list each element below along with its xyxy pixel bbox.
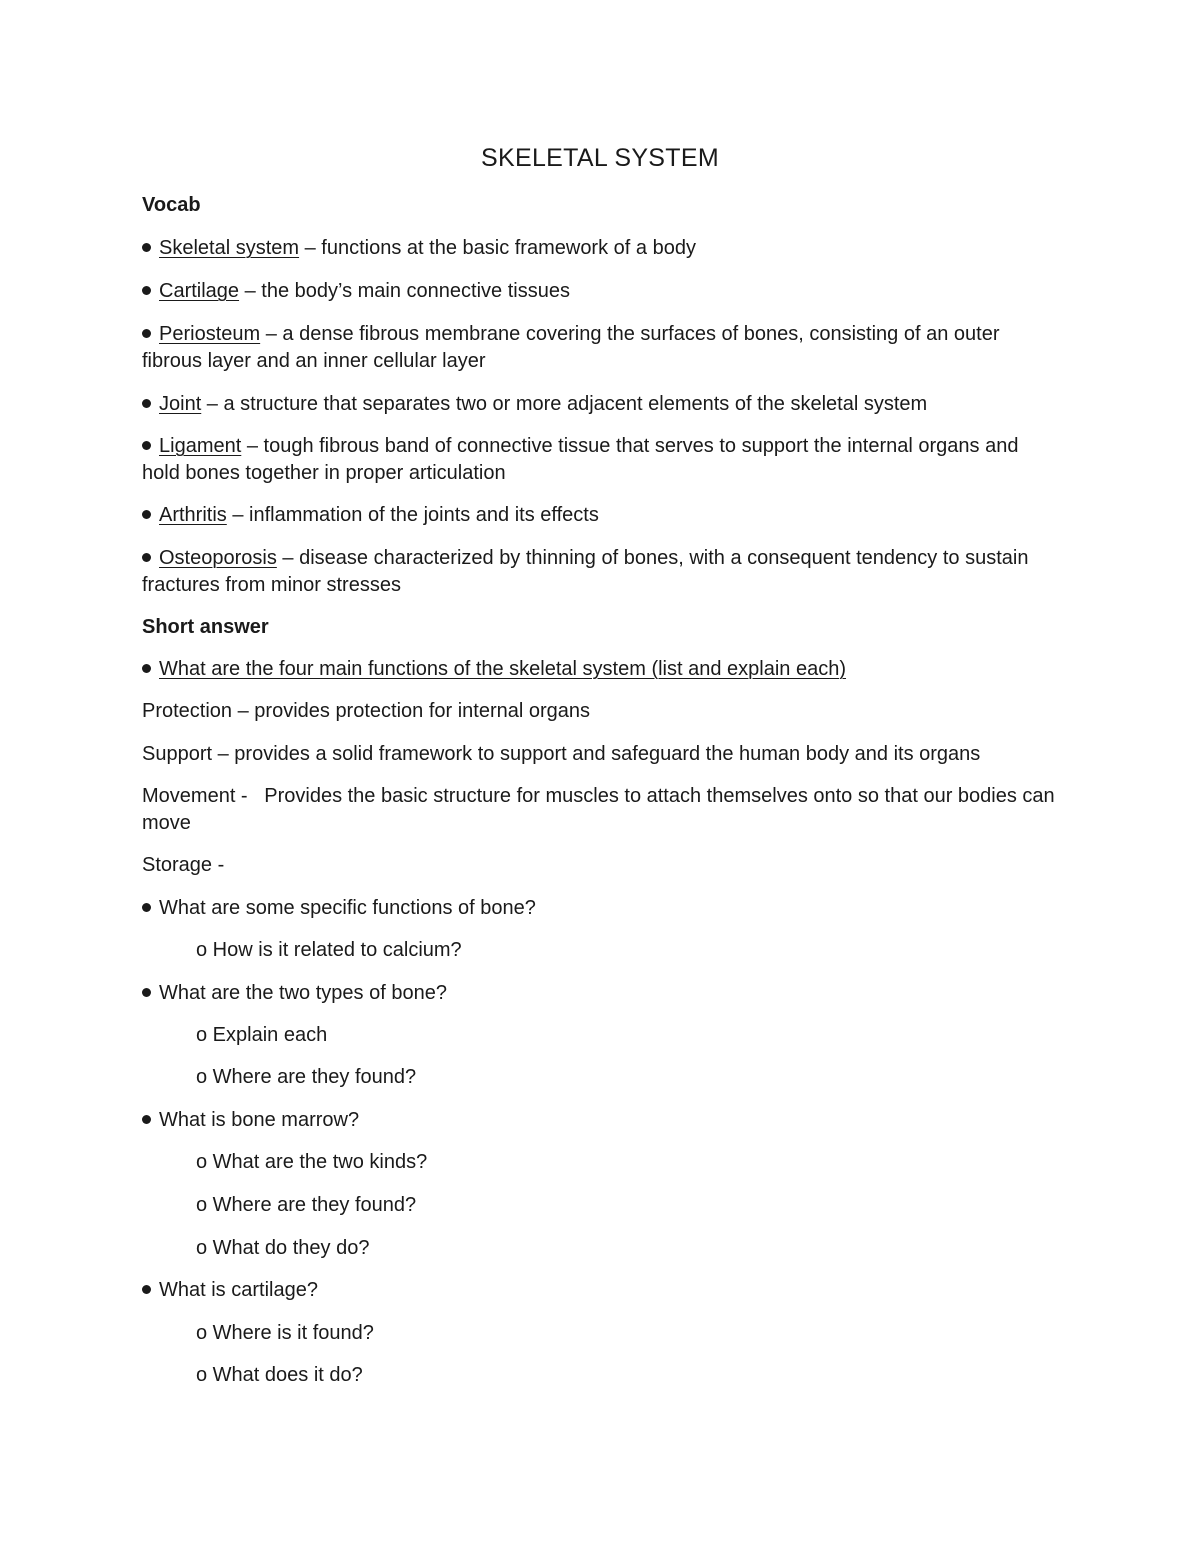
bullet-icon — [142, 553, 151, 562]
question-text: What are the two types of bone? — [159, 982, 447, 1004]
question-text: What is bone marrow? — [159, 1109, 360, 1131]
vocab-term: Osteoporosis — [159, 547, 277, 569]
bullet-icon — [142, 286, 151, 295]
vocab-item-ligament — [142, 433, 1057, 486]
vocab-item-skeletal-system — [142, 235, 1057, 262]
vocab-definition: – tough fibrous band of connective tissue that serves to support the internal organs and hold bones together in proper articulation — [142, 435, 1019, 484]
vocab-item-arthritis — [142, 502, 1057, 529]
vocab-term: Joint — [159, 393, 202, 415]
sub-question: o What are the two kinds? — [196, 1151, 428, 1173]
question-bone-functions — [142, 895, 1057, 922]
bullet-icon — [142, 441, 151, 450]
sub-question: o Where are they found? — [196, 1066, 417, 1088]
bullet-icon — [142, 243, 151, 252]
bullet-icon — [142, 399, 151, 408]
question-text: What are the four main functions of the skeletal system (list and explain each) — [159, 658, 847, 680]
vocab-definition: – a dense fibrous membrane covering the surfaces of bones, consisting of an outer fibrous layer and an inner cellular layer — [142, 323, 1000, 372]
sub-question: o What do they do? — [196, 1237, 370, 1259]
question-bone-marrow — [142, 1107, 1057, 1134]
bullet-icon — [142, 329, 151, 338]
vocab-definition: – a structure that separates two or more adjacent elements of the skeletal system — [201, 393, 928, 415]
question-text: What are some specific functions of bone? — [159, 897, 536, 919]
bullet-icon — [142, 988, 151, 997]
question-functions — [142, 656, 1057, 683]
answer-storage: Storage - — [142, 854, 225, 876]
answer-support: Support – provides a solid framework to support and safeguard the human body and its organs — [142, 743, 981, 765]
question-text: What is cartilage? — [159, 1279, 318, 1301]
vocab-term: Periosteum — [159, 323, 261, 345]
question-cartilage — [142, 1277, 1057, 1304]
vocab-term: Ligament — [159, 435, 242, 457]
vocab-definition: – functions at the basic framework of a body — [299, 237, 696, 259]
answer-protection: Protection – provides protection for internal organs — [142, 700, 591, 722]
bullet-icon — [142, 664, 151, 673]
sub-question: o Where is it found? — [196, 1322, 374, 1344]
vocab-item-cartilage — [142, 278, 1057, 305]
vocab-definition: – disease characterized by thinning of bones, with a consequent tendency to sustain fractures from minor stresses — [142, 547, 1029, 596]
page-title: SKELETAL SYSTEM — [481, 144, 719, 172]
sub-question: o Explain each — [196, 1024, 328, 1046]
vocab-heading: Vocab — [142, 194, 201, 216]
vocab-term: Arthritis — [159, 504, 227, 526]
answer-movement: Movement - Provides the basic structure for muscles to attach themselves onto so that our bodies can move — [142, 785, 1061, 834]
bullet-icon — [142, 1285, 151, 1294]
vocab-item-osteoporosis — [142, 545, 1057, 598]
sub-question: o What does it do? — [196, 1364, 363, 1386]
vocab-definition: – inflammation of the joints and its effects — [226, 504, 599, 526]
sub-question: o Where are they found? — [196, 1194, 417, 1216]
vocab-term: Skeletal system — [159, 237, 300, 259]
sub-question: o How is it related to calcium? — [196, 939, 462, 961]
bullet-icon — [142, 510, 151, 519]
question-bone-types — [142, 980, 1057, 1007]
vocab-item-periosteum — [142, 321, 1057, 374]
short-answer-heading: Short answer — [142, 616, 269, 638]
vocab-item-joint — [142, 391, 1057, 418]
bullet-icon — [142, 1115, 151, 1124]
bullet-icon — [142, 903, 151, 912]
vocab-term: Cartilage — [159, 280, 240, 302]
vocab-definition: – the body’s main connective tissues — [239, 280, 570, 302]
